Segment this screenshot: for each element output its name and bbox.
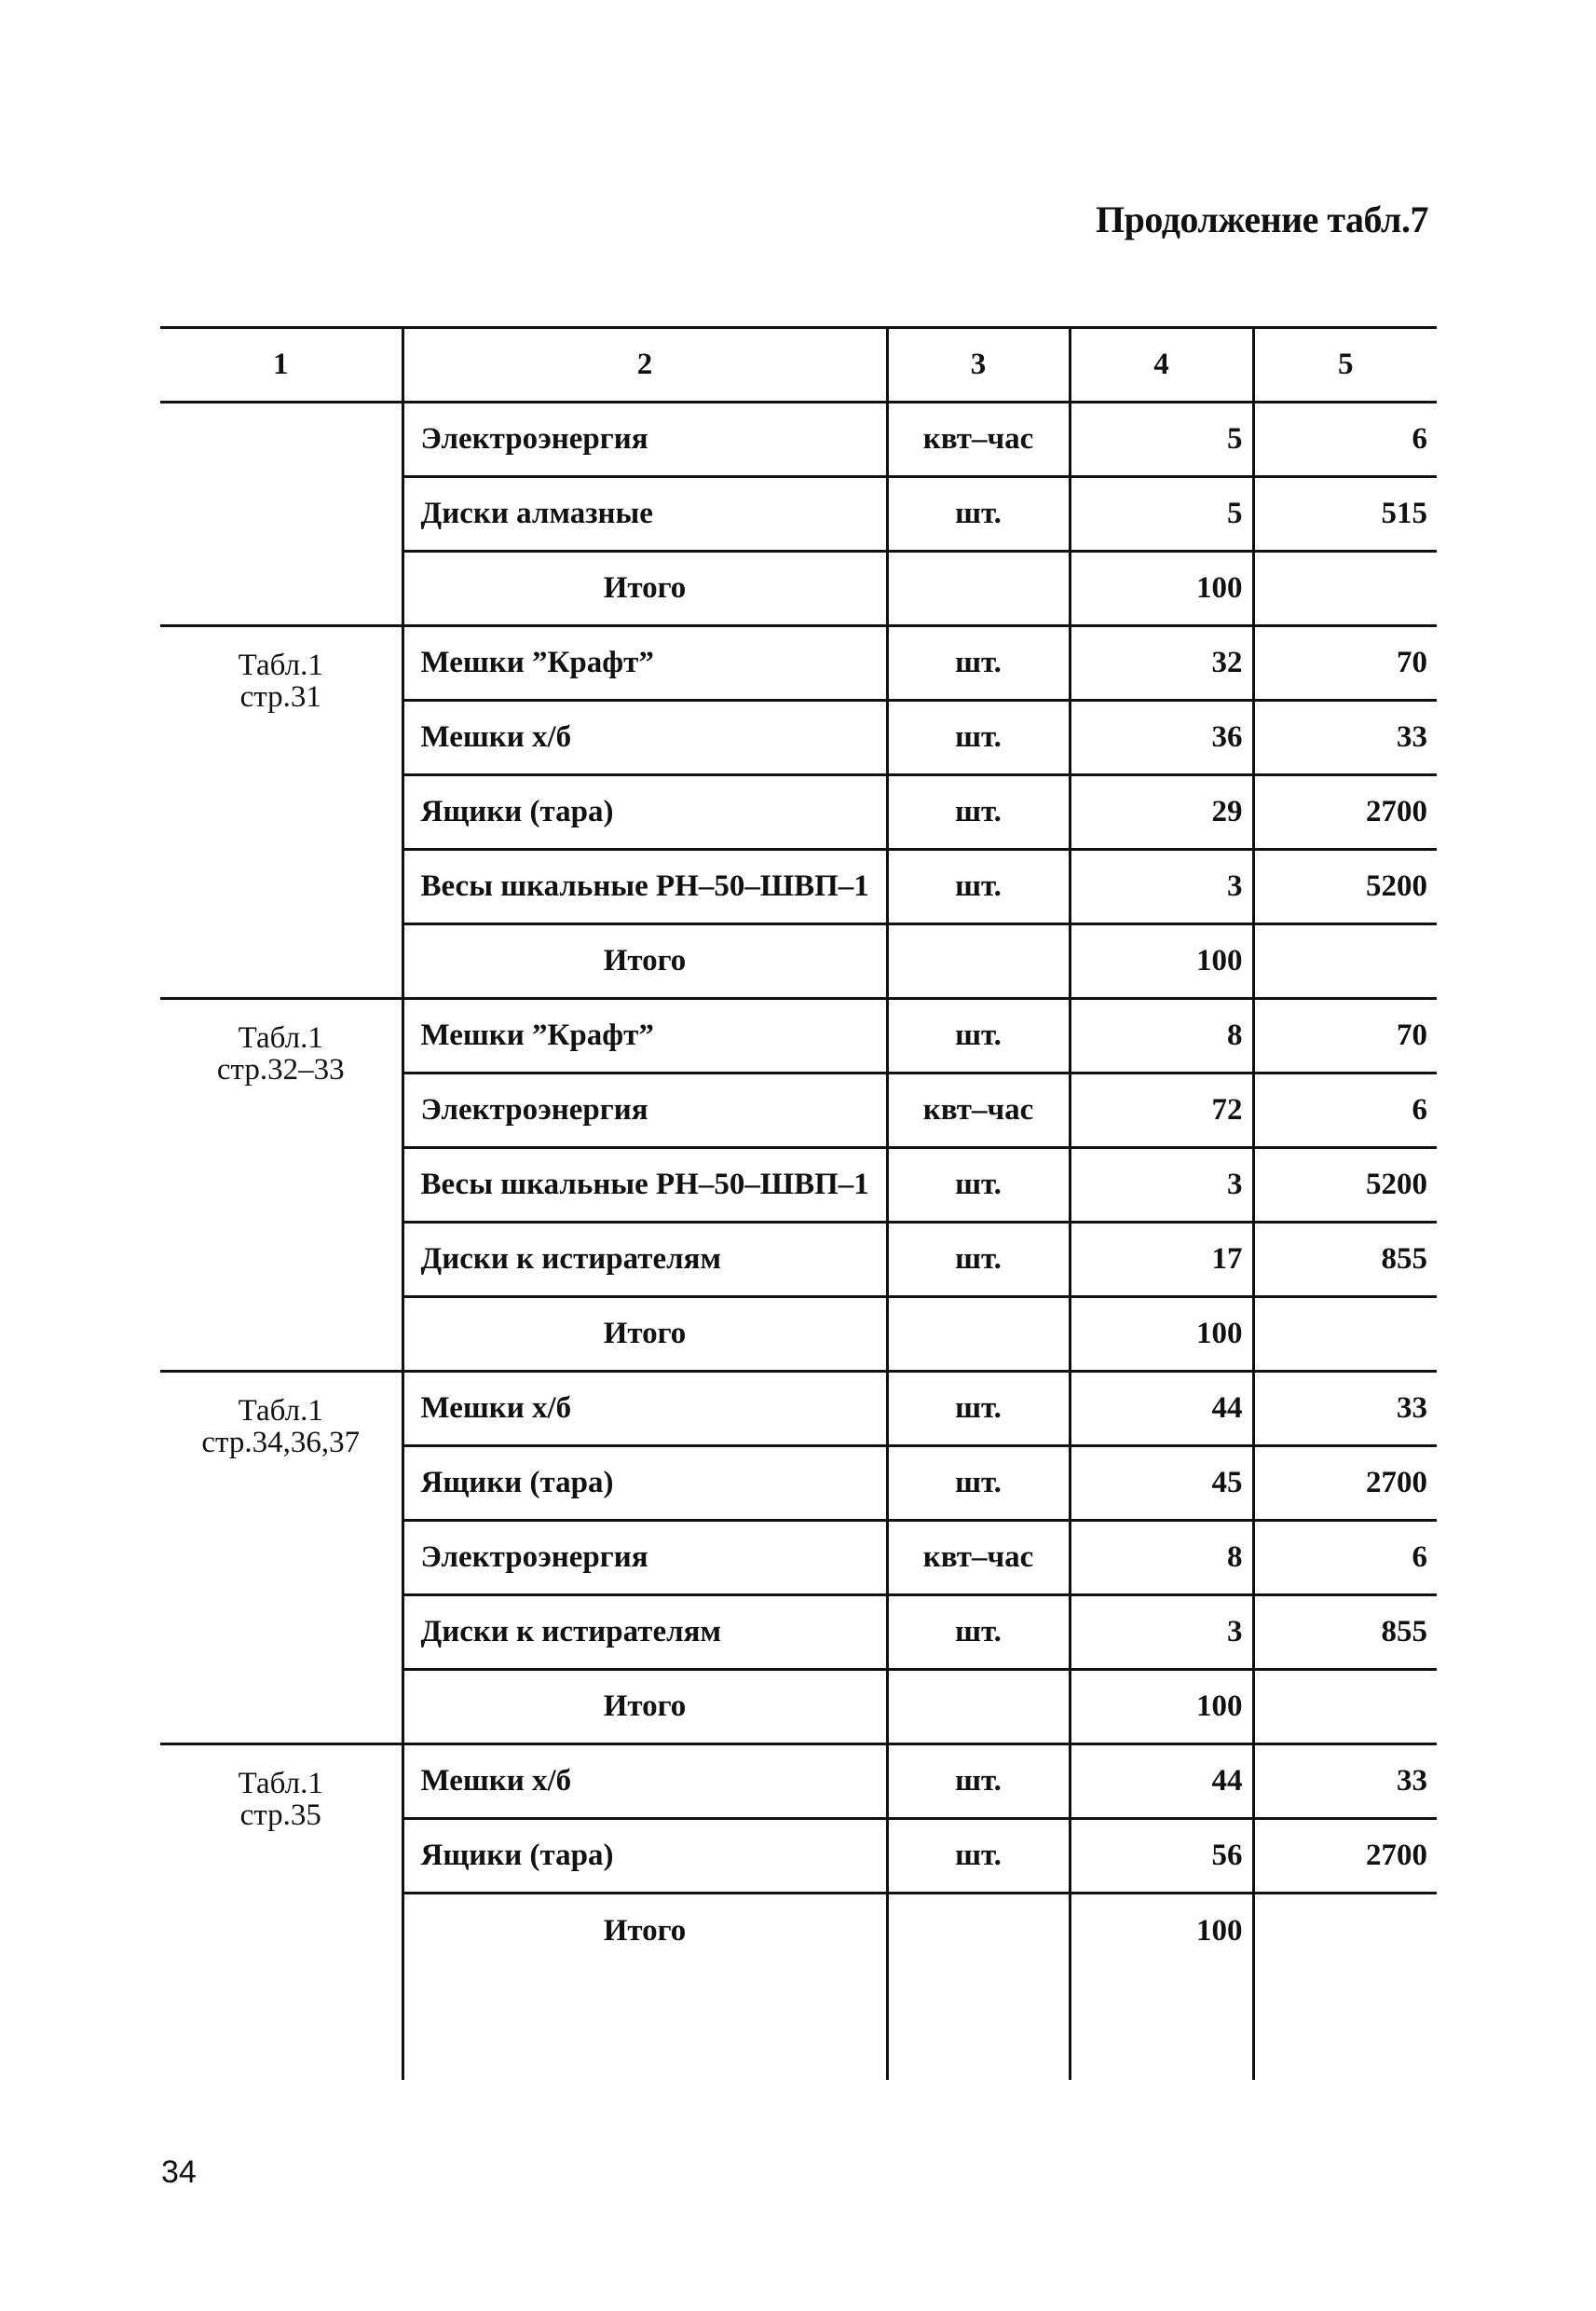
group-reference-cell [160,1744,402,2080]
resource-name-cell: Мешки х/б [402,1744,887,1819]
price-cell: 855 [1253,1595,1437,1670]
quantity-cell: 3 [1070,1148,1253,1223]
quantity-cell: 5 [1070,477,1253,552]
quantity-cell: 44 [1070,1372,1253,1446]
table-row [160,1372,1437,1446]
resource-name-cell: Электроэнергия [402,1521,887,1595]
quantity-cell: 36 [1070,701,1253,775]
price-cell: 33 [1253,1744,1437,1819]
group-reference-line: стр.35 [239,1798,321,1832]
column-header-5: 5 [1253,328,1437,403]
unit-cell: шт. [887,1223,1070,1297]
price-cell: 6 [1253,403,1437,477]
unit-cell: шт. [887,775,1070,850]
resource-name-cell: Весы шкальные РН–50–ШВП–1 [402,1148,887,1223]
unit-cell: квт–час [887,1521,1070,1595]
total-quantity-cell: 100 [1070,924,1253,999]
unit-cell: шт. [887,999,1070,1073]
resource-name-cell: Ящики (тара) [402,775,887,850]
total-price-cell [1253,1894,1437,1968]
resource-table [160,326,1437,2080]
unit-cell: шт. [887,1148,1070,1223]
total-price-cell [1253,552,1437,626]
group-reference-cell [160,403,402,626]
unit-cell: шт. [887,701,1070,775]
quantity-cell: 5 [1070,403,1253,477]
column-header-2: 2 [402,328,887,403]
resource-name-cell: Электроэнергия [402,1073,887,1148]
resource-name-cell: Электроэнергия [402,403,887,477]
quantity-cell: 72 [1070,1073,1253,1148]
unit-cell: шт. [887,1595,1070,1670]
group-reference-table: Табл.1 [238,649,323,682]
price-cell: 5200 [1253,1148,1437,1223]
resource-name-cell: Весы шкальные РН–50–ШВП–1 [402,850,887,924]
resource-name-cell: Диски к истирателям [402,1223,887,1297]
column-header-4: 4 [1070,328,1253,403]
resource-name-cell: Мешки х/б [402,1372,887,1446]
quantity-cell: 17 [1070,1223,1253,1297]
quantity-cell: 44 [1070,1744,1253,1819]
resource-table-container [160,326,1437,2080]
total-price-cell [1253,924,1437,999]
resource-name-cell: Мешки ”Крафт” [402,626,887,701]
table-row [160,626,1437,701]
empty-cell [1070,1968,1253,2080]
group-reference-line: стр.32–33 [216,1053,345,1087]
quantity-cell: 29 [1070,775,1253,850]
quantity-cell: 8 [1070,999,1253,1073]
unit-cell: квт–час [887,403,1070,477]
total-unit-cell [887,1894,1070,1968]
table-row [160,999,1437,1073]
quantity-cell: 32 [1070,626,1253,701]
quantity-cell: 8 [1070,1521,1253,1595]
price-cell: 855 [1253,1223,1437,1297]
group-reference-line: стр.31 [239,680,321,714]
resource-table-body [160,328,1437,2080]
resource-name-cell: Диски к истирателям [402,1595,887,1670]
group-reference-cell [160,1372,402,1744]
column-number-row [160,328,1437,403]
group-reference-table: Табл.1 [238,1394,323,1428]
empty-cell [1253,1968,1437,2080]
table-row [160,1744,1437,1819]
group-reference-table: Табл.1 [238,1767,323,1800]
unit-cell: шт. [887,1744,1070,1819]
total-label-cell: Итого [402,924,887,999]
price-cell: 70 [1253,626,1437,701]
resource-name-cell: Диски алмазные [402,477,887,552]
price-cell: 515 [1253,477,1437,552]
total-price-cell [1253,1670,1437,1744]
table-row [160,403,1437,477]
total-unit-cell [887,552,1070,626]
total-unit-cell [887,1297,1070,1372]
group-reference-cell [160,626,402,999]
price-cell: 70 [1253,999,1437,1073]
total-quantity-cell: 100 [1070,1297,1253,1372]
resource-name-cell: Мешки х/б [402,701,887,775]
unit-cell: шт. [887,1819,1070,1894]
total-label-cell: Итого [402,1894,887,1968]
table-continuation-heading: Продолжение табл.7 [1095,198,1428,240]
price-cell: 33 [1253,701,1437,775]
unit-cell: шт. [887,1372,1070,1446]
unit-cell: шт. [887,626,1070,701]
price-cell: 2700 [1253,775,1437,850]
unit-cell: шт. [887,477,1070,552]
group-reference-line: стр.34,36,37 [201,1426,361,1459]
total-label-cell: Итого [402,1670,887,1744]
price-cell: 33 [1253,1372,1437,1446]
total-price-cell [1253,1297,1437,1372]
price-cell: 2700 [1253,1446,1437,1521]
column-header-3: 3 [887,328,1070,403]
price-cell: 5200 [1253,850,1437,924]
resource-name-cell: Мешки ”Крафт” [402,999,887,1073]
column-header-1: 1 [160,328,402,403]
total-label-cell: Итого [402,552,887,626]
total-label-cell: Итого [402,1297,887,1372]
total-quantity-cell: 100 [1070,1670,1253,1744]
page-number: 34 [161,2154,197,2190]
group-reference-table: Табл.1 [238,1021,323,1055]
empty-cell [887,1968,1070,2080]
unit-cell: шт. [887,850,1070,924]
total-quantity-cell: 100 [1070,1894,1253,1968]
price-cell: 6 [1253,1521,1437,1595]
price-cell: 6 [1253,1073,1437,1148]
group-reference-cell [160,999,402,1372]
resource-name-cell: Ящики (тара) [402,1446,887,1521]
quantity-cell: 3 [1070,850,1253,924]
price-cell: 2700 [1253,1819,1437,1894]
quantity-cell: 3 [1070,1595,1253,1670]
unit-cell: квт–час [887,1073,1070,1148]
quantity-cell: 45 [1070,1446,1253,1521]
empty-cell [402,1968,887,2080]
quantity-cell: 56 [1070,1819,1253,1894]
total-unit-cell [887,924,1070,999]
total-quantity-cell: 100 [1070,552,1253,626]
total-unit-cell [887,1670,1070,1744]
resource-name-cell: Ящики (тара) [402,1819,887,1894]
unit-cell: шт. [887,1446,1070,1521]
